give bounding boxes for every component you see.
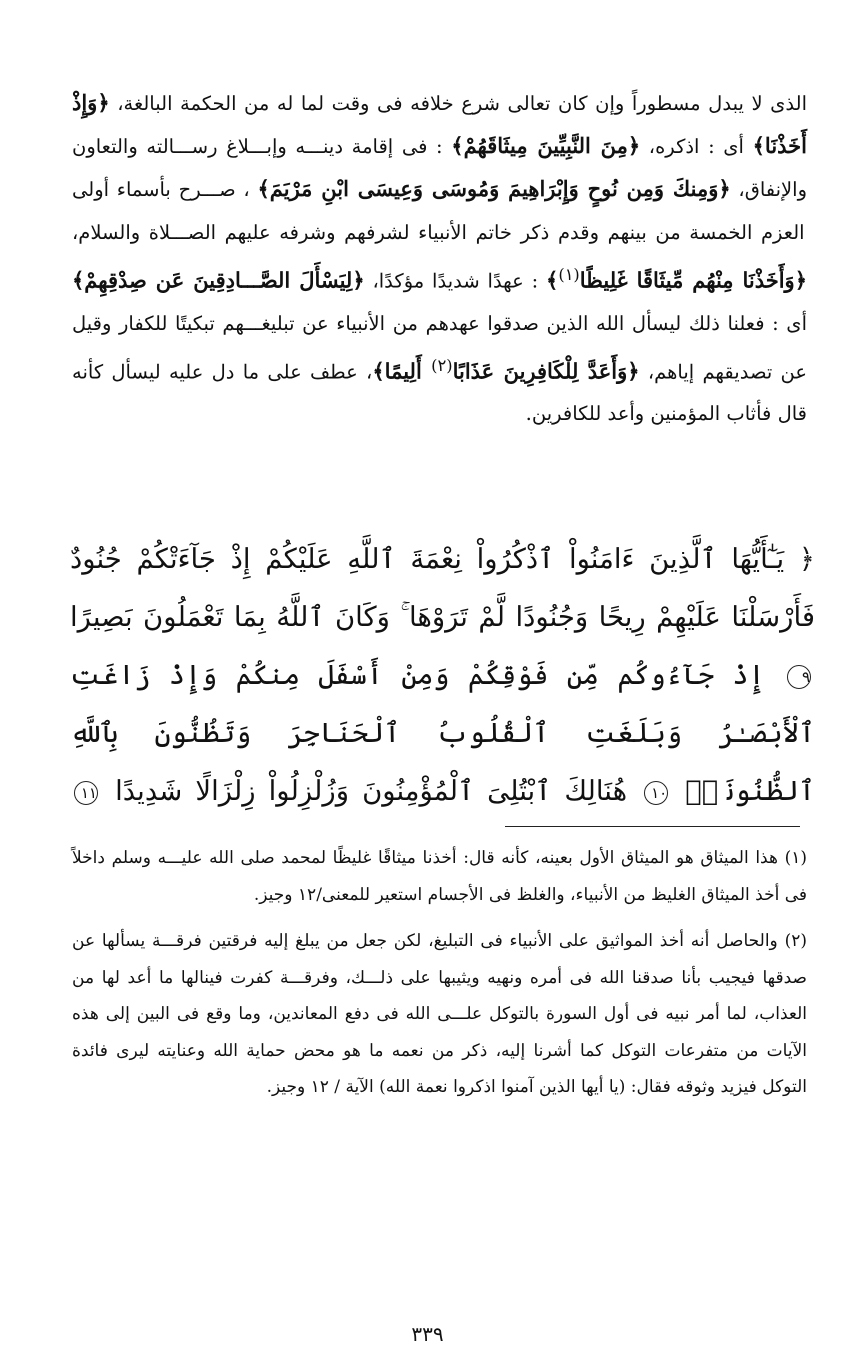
ayah-number-marker: ٩ <box>787 665 811 689</box>
footnote-1 <box>72 840 807 913</box>
footnote-divider <box>505 826 800 827</box>
verse-text: إِذْ جَآءُوكُم مِّن فَوْقِكُمْ وَمِنْ أَسْفَلَ مِنكُمْ وَإِذْ زَاغَتِ ٱلْأَبْصَـٰرُ وَبَلَغَتِ ٱلْقُلُوبُ ٱلْحَنَاجِرَ وَتَظُنُّونَ بِٱللَّهِ ٱلظُّنُونَا۠ <box>70 659 815 807</box>
footnotes <box>72 840 807 1116</box>
ayah-number-marker: ١١ <box>74 781 98 805</box>
commentary-text-run: : فى إقامة دينـــه وإبـــلاغ رســـالته والتعاون والإنفاق، <box>72 135 808 202</box>
quran-quote: ﴿وَأَخَذْنَا مِنْهُم مِّيثَاقًا غَلِيظًا <box>579 267 808 293</box>
verse-text: هُنَالِكَ ٱبْتُلِىَ ٱلْمُؤْمِنُونَ وَزُلْزِلُواْ زِلْزَالًا شَدِيدًا <box>115 775 628 807</box>
commentary-text-run: الذى لا يبدل مسطوراً وإن كان تعالى شرع خلافه فى وقت لما له من الحكمة البالغة، <box>109 92 807 115</box>
page-number: ٣٣٩ <box>411 1322 444 1346</box>
verse-text: ﴿ يَـٰٓأَيُّهَا ٱلَّذِينَ ءَامَنُواْ ٱذْكُرُواْ نِعْمَةَ ٱللَّهِ عَلَيْكُمْ إِذْ جَآءَتْكُمْ جُنُودٌ فَأَرْسَلْنَا عَلَيْهِمْ رِيحًا وَجُنُودًا لَّمْ تَرَوْهَا ۚ وَكَانَ ٱللَّهُ بِمَا تَعْمَلُونَ بَصِيرًا <box>70 543 815 633</box>
quran-quote: ﴿وَمِنكَ وَمِن نُوحٍ وَإِبْرَاهِيمَ وَمُوسَى وَعِيسَى ابْنِ مَرْيَمَ﴾ <box>257 176 731 202</box>
quran-quote: ﴿وَإِذْ أَخَذْنَا﴾ <box>72 90 807 159</box>
commentary-text-run: أى : اذكره، <box>640 135 744 159</box>
footnote-mark: (١) <box>784 848 807 868</box>
footnote-text: والحاصل أنه أخذ المواثيق على الأنبياء فى التبليغ، لكن جعل من يبلغ إليه فرقتين فرقـــة يسألها عن صدقها فيجيب بأنا صدقنا الله فى أمره ونهيه ويثيبها على ذلـــك، وفرقـــة كفرت فينالها ما أعد لها من العذاب، لما أمر نبيه فى أول السورة بالتوكل علـــى الله فى دفع المعاندين، وما وقع فى البين إلى هذه الآيات من متفرعات التوكل كما أشرنا إليه، ذكر من نعمه ما هو محض حماية الله وعنايته ليرى فائدة التوكل فيزيد وثوقه فقال: (يا أيها الذين آمنوا اذكروا نعمة الله) الآية / ١٢ وجيز. <box>72 931 807 1097</box>
quran-verses <box>70 530 815 820</box>
commentary-paragraph <box>72 82 807 436</box>
quran-quote: ﴿لِيَسْأَلَ الصَّـــادِقِينَ عَن صِدْقِهِمْ﴾ <box>72 267 365 293</box>
commentary-text-run: : عهدًا شديدًا مؤكدًا، <box>364 269 539 293</box>
commentary-text-run: ، صـــرح بأسماء أولى العزم الخمسة من بينهم وقدم ذكر خاتم الأنبياء لشرفهم وشرفه عليهم الصـــلاة والسلام، <box>72 178 805 244</box>
footnote-reference: (٢) <box>431 355 453 375</box>
commentary-text-run: أى : فعلنا ذلك ليسأل الله الذين صدقوا عهدهم من الأنبياء عن تبليغـــهم تبكيتًا للكفار وقيل عن تصديقهم إياهم، <box>72 311 808 384</box>
footnote-mark: (٢) <box>784 931 807 951</box>
footnote-reference: (١) <box>558 264 580 284</box>
quran-quote: ﴿وَأَعَدَّ لِلْكَافِرِينَ عَذَابًا <box>452 358 640 384</box>
footnote-text: هذا الميثاق هو الميثاق الأول بعينه، كأنه قال: أخذنا ميثاقًا غليظًا لمحمد صلى الله عليـــه وسلم داخلاً فى أخذ الميثاق الغليظ من الأنبياء، والغلظ فى الأجسام استعير للمعنى/١٢ وجيز. <box>72 848 807 905</box>
quran-quote: ﴾ <box>546 267 559 293</box>
ayah-number-marker: ١٠ <box>644 781 668 805</box>
commentary-text <box>72 82 807 436</box>
quran-quote: ﴿مِنَ النَّبِيِّينَ مِيثَاقَهُمْ﴾ <box>451 133 641 159</box>
commentary-text-run: ، عطف على ما دل عليه ليسأل كأنه قال فأثاب المؤمنين وأعد للكافرين. <box>72 360 807 426</box>
quran-quote: أَلِيمًا﴾ <box>372 358 432 384</box>
footnote-2 <box>72 923 807 1106</box>
